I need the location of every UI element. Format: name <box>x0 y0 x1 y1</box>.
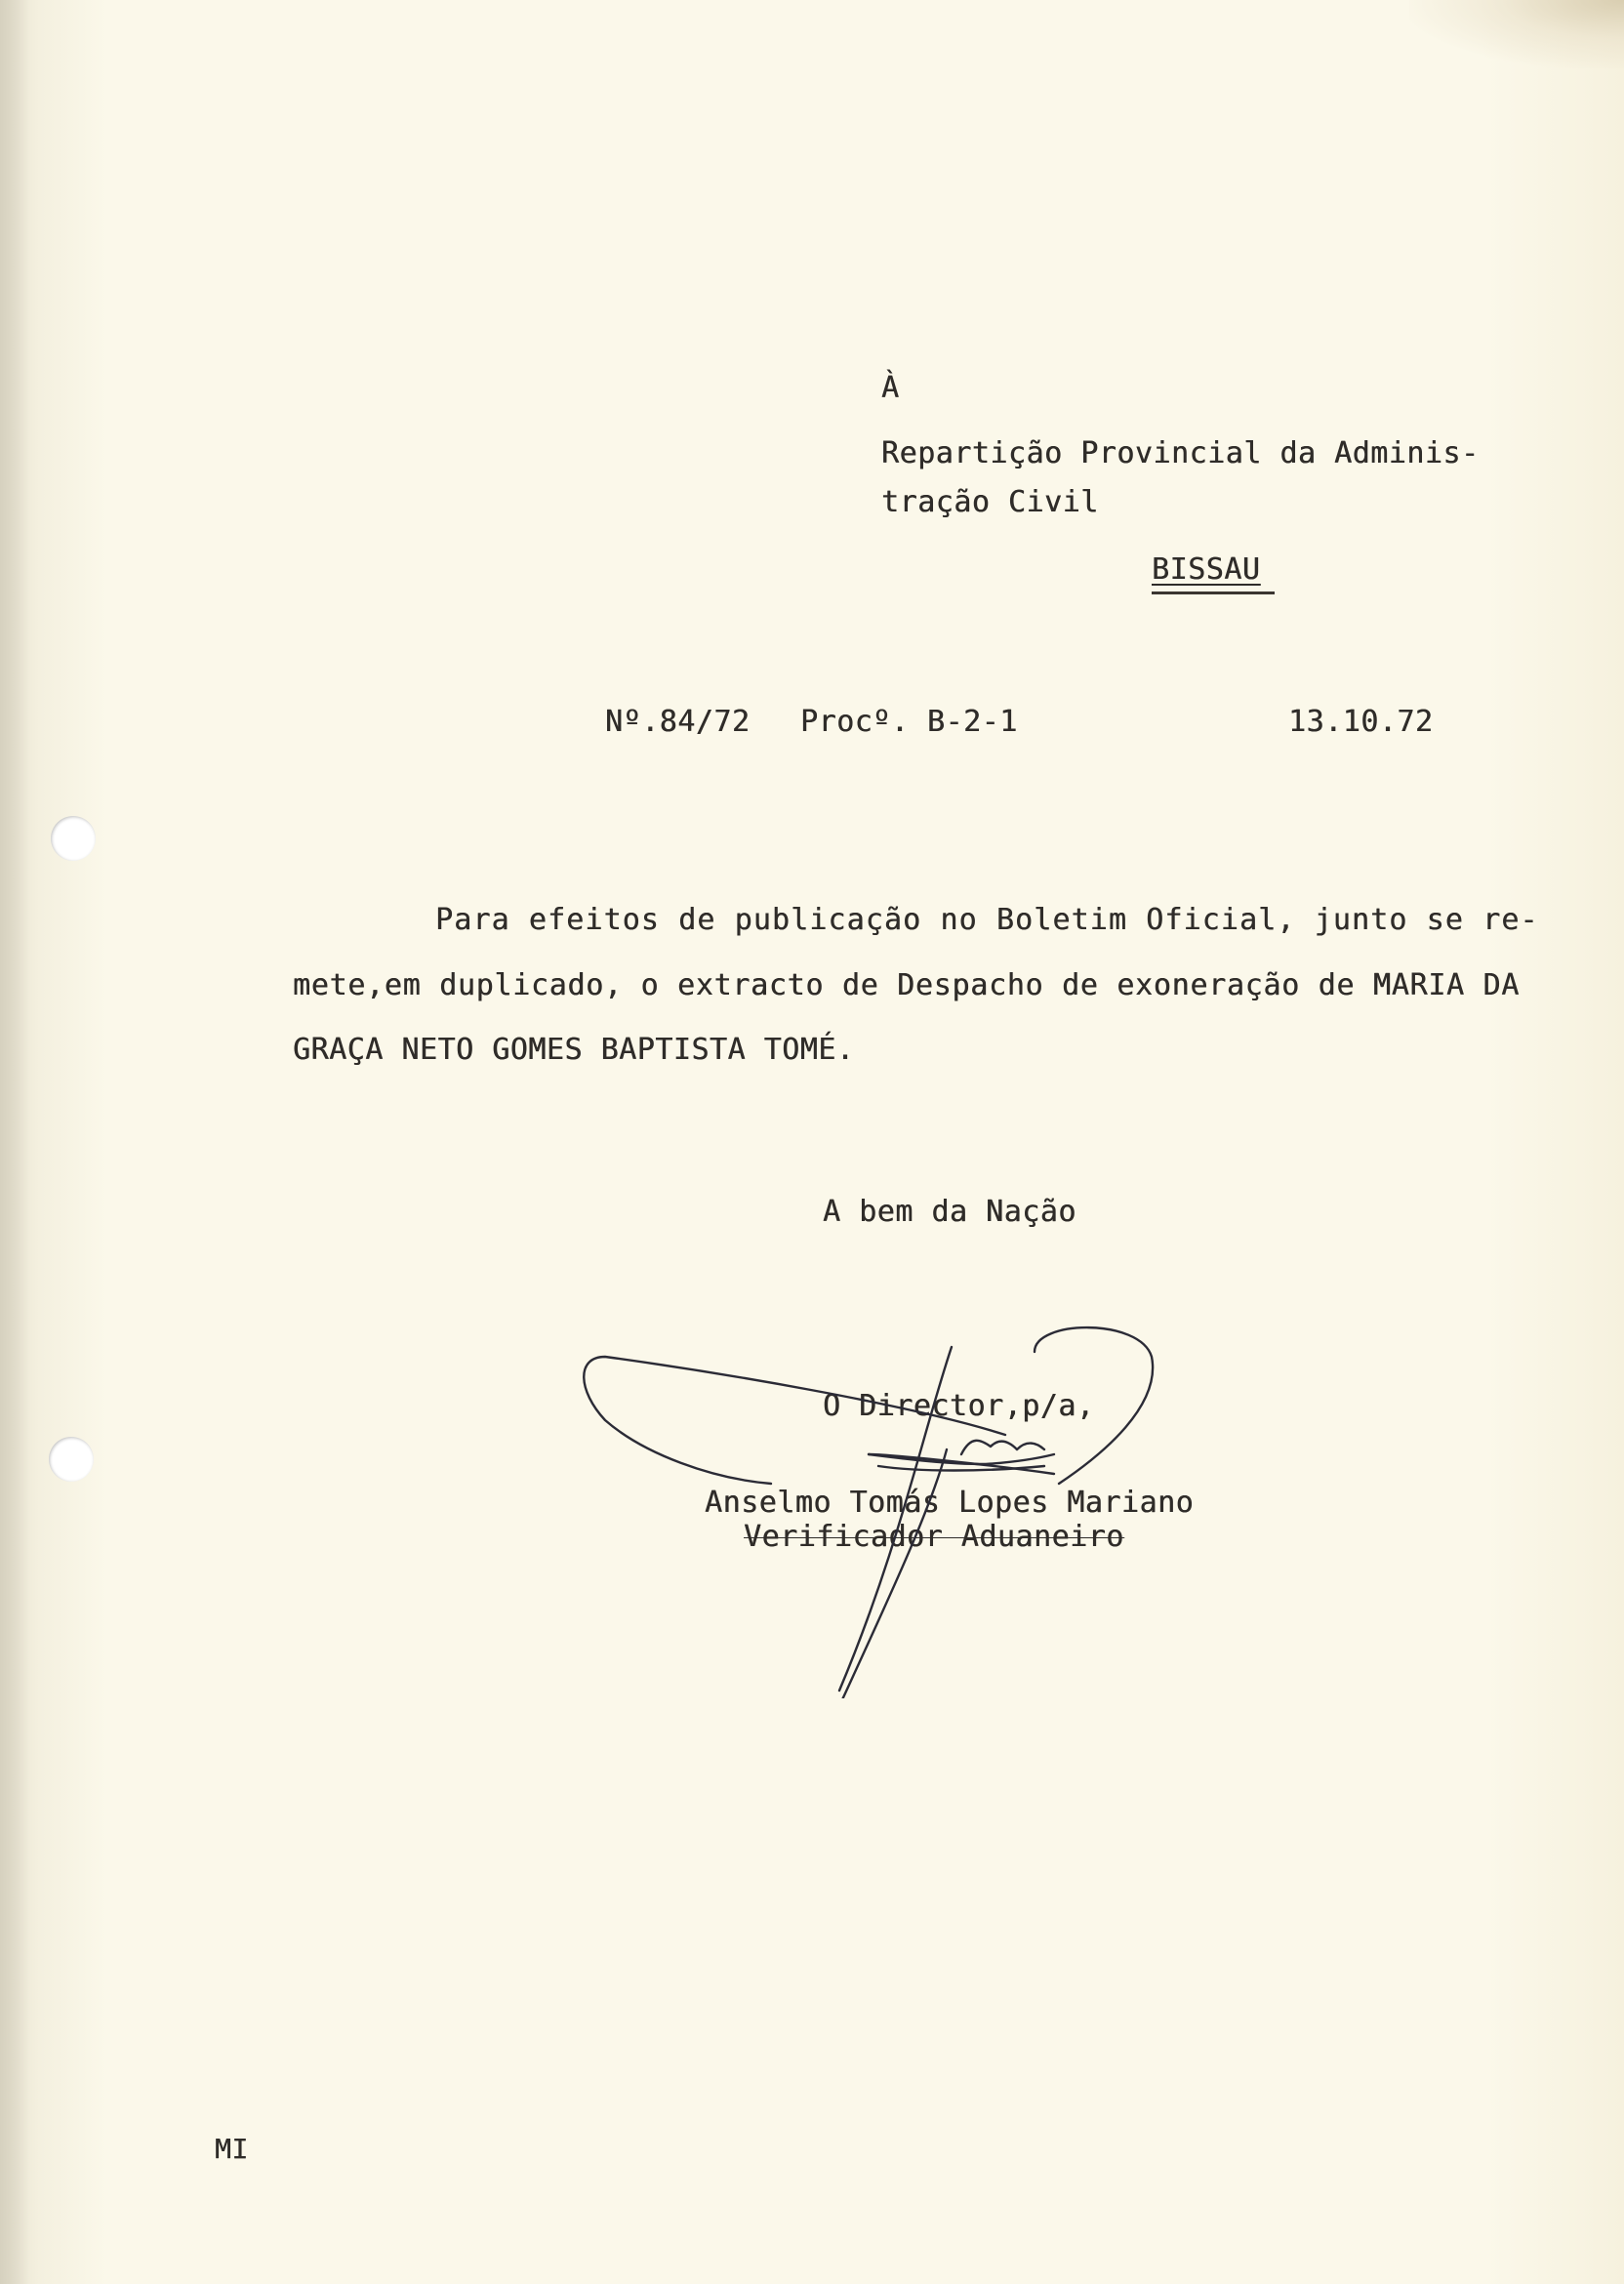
process-reference: Procº. B-2-1 <box>800 705 1018 739</box>
paper-edge-shadow <box>0 0 29 2284</box>
recipient-line-1: Repartição Provincial da Adminis- <box>881 436 1480 470</box>
body-line-2: mete,em duplicado, o extracto de Despacho de exoneração de MARIA DA <box>293 968 1521 1002</box>
city-double-underline <box>1152 591 1275 594</box>
signatory-role: O Director,p/a, <box>823 1389 1095 1423</box>
recipient-line-2: tração Civil <box>881 485 1099 519</box>
signatory-title: Verificador Aduaneiro <box>744 1520 1124 1554</box>
handwritten-signature <box>576 1318 1181 1698</box>
salutation: À <box>881 371 900 405</box>
signatory-name: Anselmo Tomás Lopes Mariano <box>705 1486 1195 1520</box>
recipient-city: BISSAU <box>1152 552 1261 587</box>
body-line-3: GRAÇA NETO GOMES BAPTISTA TOMÉ. <box>293 1033 855 1067</box>
letter-date: 13.10.72 <box>1288 705 1434 739</box>
closing-formula: A bem da Nação <box>823 1195 1076 1229</box>
punch-hole-top <box>51 816 96 861</box>
punch-hole-bottom <box>49 1437 94 1482</box>
body-line-1: Para efeitos de publicação no Boletim Oficial, junto se re- <box>435 903 1539 937</box>
paper-corner-wear <box>1409 0 1624 68</box>
reference-number: Nº.84/72 <box>605 705 751 739</box>
typist-initials: MI <box>215 2133 249 2165</box>
